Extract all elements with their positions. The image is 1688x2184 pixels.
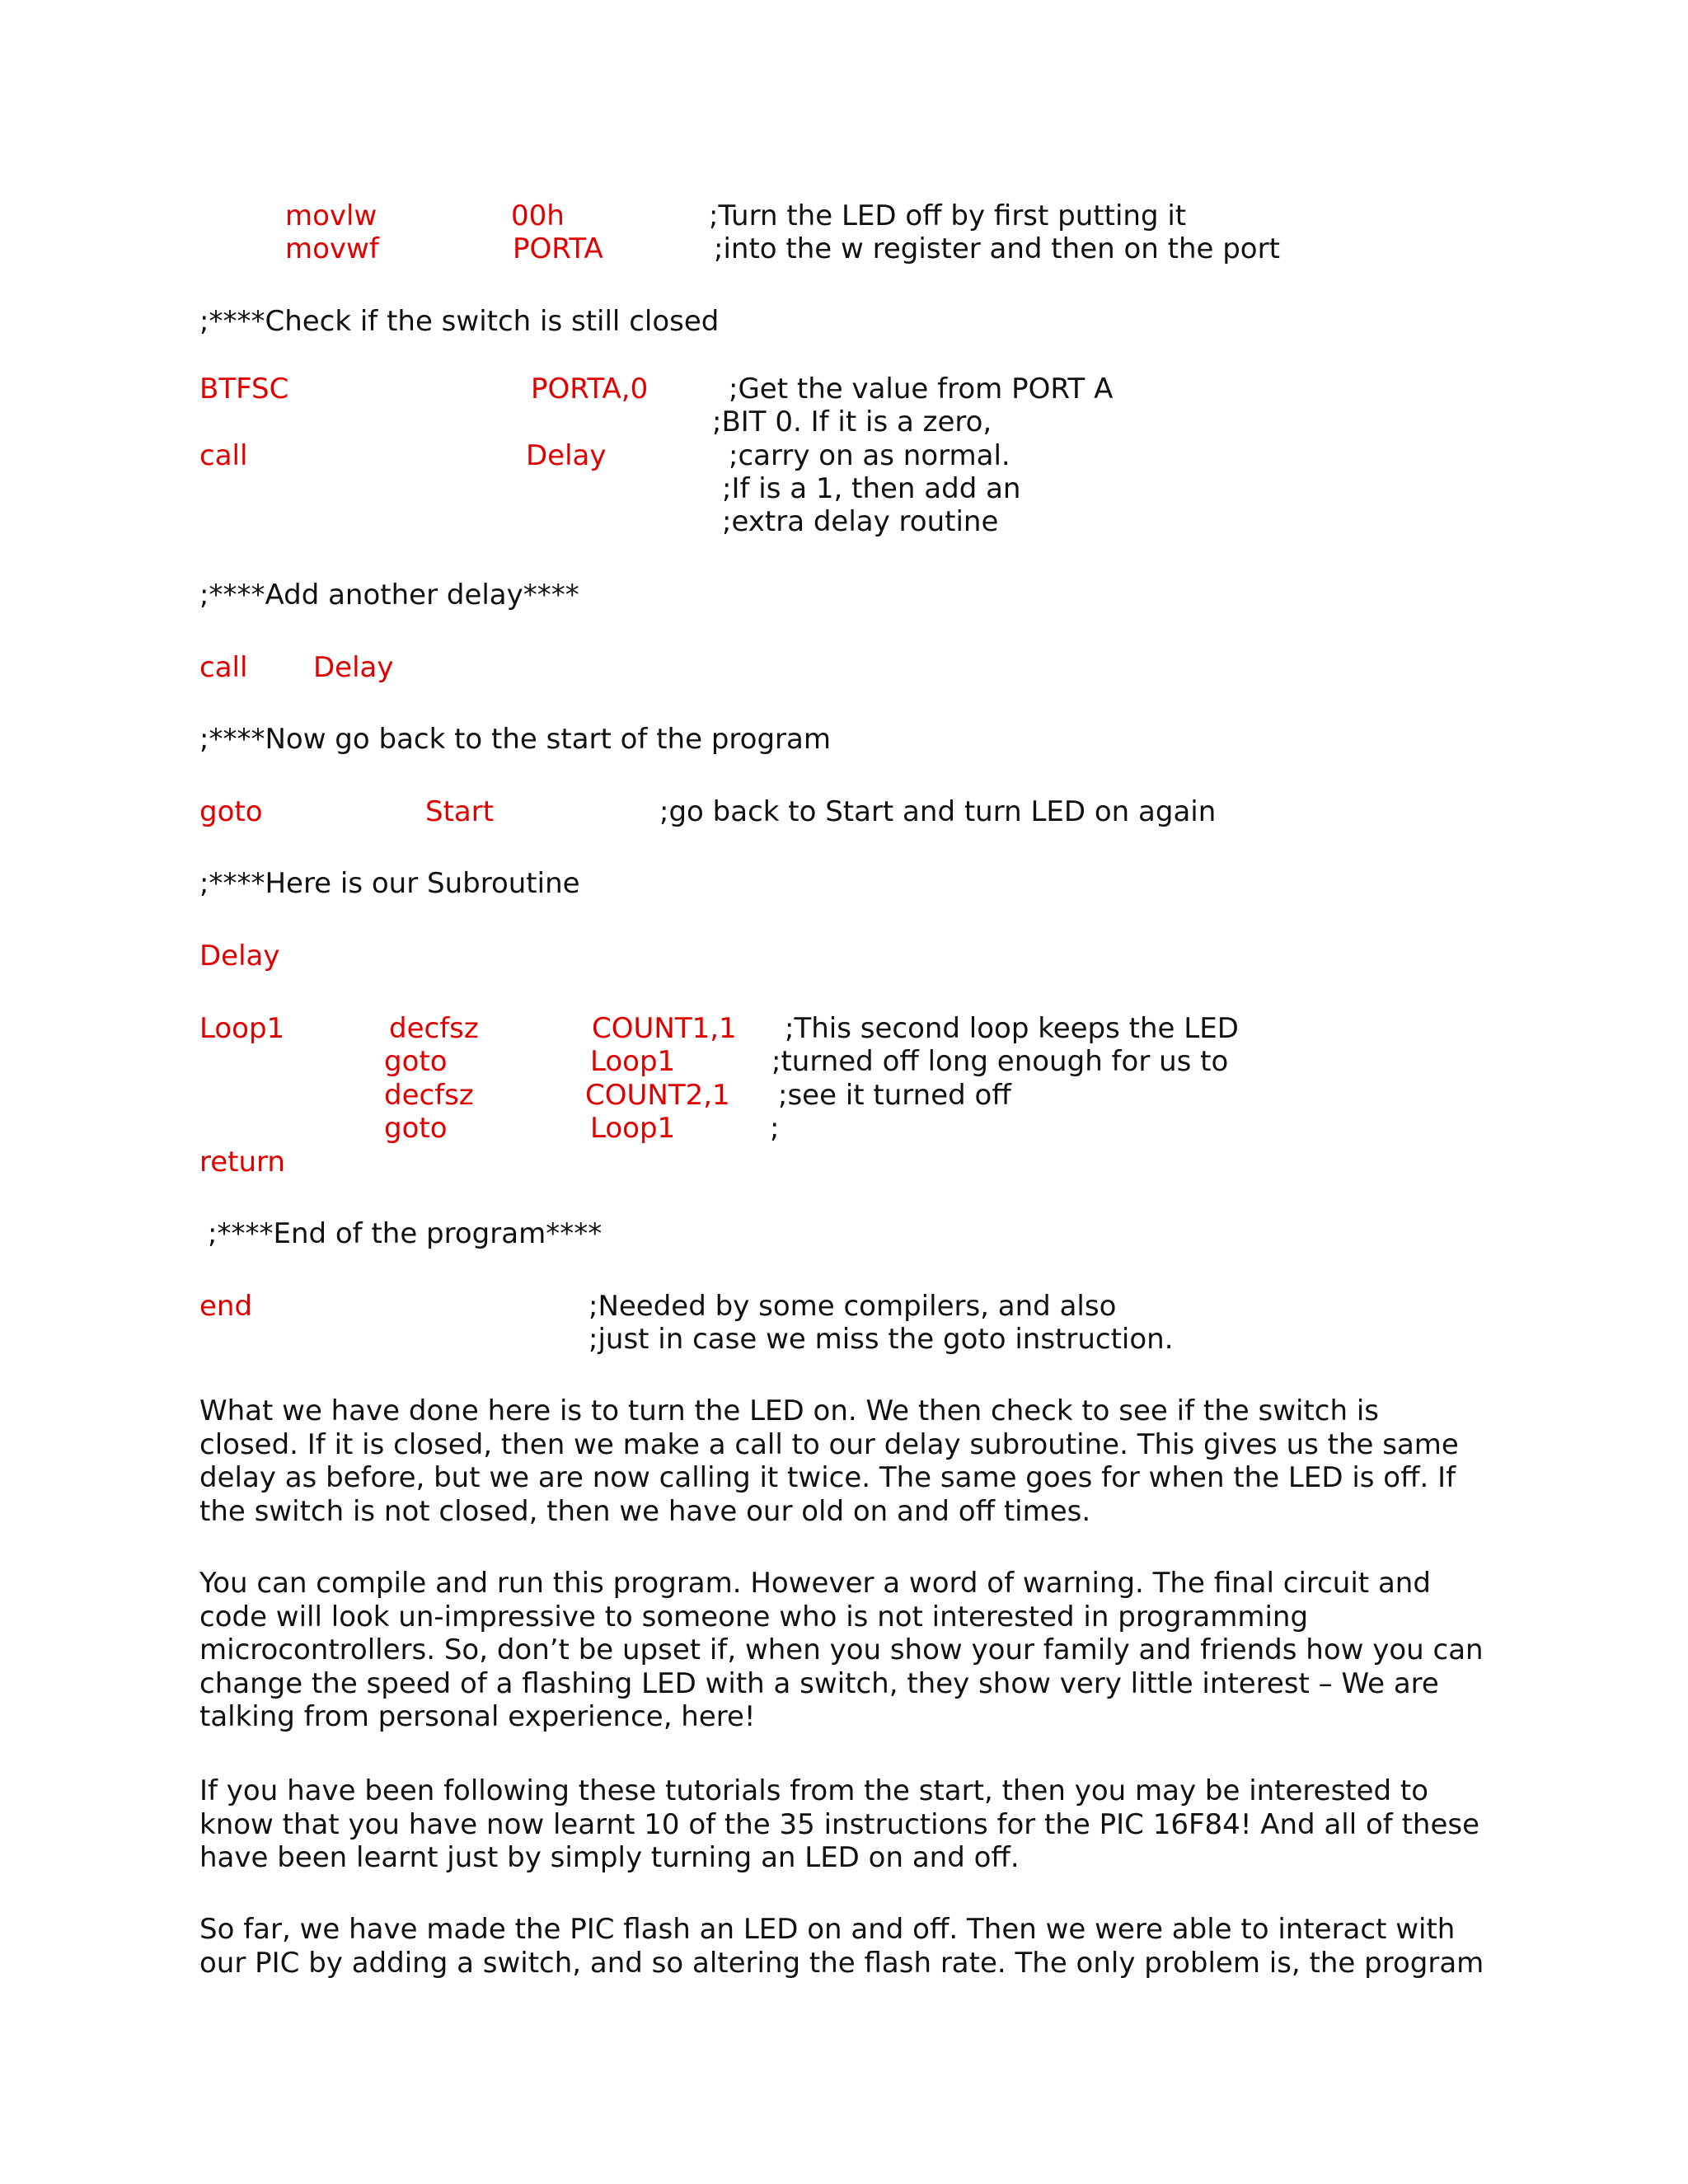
paragraph-line: microcontrollers. So, don’t be upset if, when you show your family and friends how you can bbox=[199, 1633, 1484, 1666]
code-comment: ;just in case we miss the goto instruction. bbox=[588, 1323, 1174, 1356]
paragraph-line: our PIC by adding a switch, and so altering the flash rate. The only problem is, the program bbox=[199, 1946, 1484, 1980]
code-argument: Start bbox=[425, 795, 495, 828]
code-argument: PORTA,0 bbox=[531, 373, 649, 405]
code-label: Loop1 bbox=[199, 1012, 285, 1045]
code-comment: ;into the w register and then on the port bbox=[714, 232, 1280, 265]
paragraph-line: change the speed of a flashing LED with a switch, they show very little interest – We are bbox=[199, 1666, 1439, 1700]
code-comment: ;extra delay routine bbox=[722, 505, 999, 538]
code-instruction: goto bbox=[384, 1112, 448, 1145]
code-section-comment: ;****Check if the switch is still closed bbox=[199, 305, 720, 338]
paragraph-line: the switch is not closed, then we have our old on and off times. bbox=[199, 1494, 1091, 1528]
body-paragraph bbox=[199, 1774, 1502, 1875]
code-comment: ;Get the value from PORT A bbox=[729, 373, 1114, 405]
paragraph-line: delay as before, but we are now calling it twice. The same goes for when the LED is off. If bbox=[199, 1461, 1456, 1494]
body-paragraph bbox=[199, 1394, 1502, 1528]
code-comment: ;turned off long enough for us to bbox=[771, 1045, 1229, 1078]
body-paragraph bbox=[199, 1913, 1502, 1980]
code-instruction: decfsz bbox=[389, 1012, 479, 1045]
code-argument: Loop1 bbox=[590, 1045, 676, 1078]
paragraph-line: If you have been following these tutorials from the start, then you may be interested to bbox=[199, 1774, 1429, 1807]
code-instruction: goto bbox=[199, 795, 263, 828]
code-comment: ;If is a 1, then add an bbox=[722, 472, 1021, 505]
code-section-comment: ;****Now go back to the start of the program bbox=[199, 723, 831, 756]
paragraph-line: What we have done here is to turn the LED on. We then check to see if the switch is bbox=[199, 1394, 1379, 1427]
paragraph-line: know that you have now learnt 10 of the 35 instructions for the PIC 16F84! And all of these bbox=[199, 1807, 1479, 1841]
code-instruction: return bbox=[199, 1146, 285, 1179]
code-instruction: goto bbox=[384, 1045, 448, 1078]
paragraph-line: have been learnt just by simply turning an LED on and off. bbox=[199, 1841, 1020, 1874]
code-comment: ; bbox=[770, 1112, 780, 1145]
paragraph-line: You can compile and run this program. However a word of warning. The final circuit and bbox=[199, 1567, 1431, 1600]
code-argument: Loop1 bbox=[590, 1112, 676, 1145]
body-paragraph bbox=[199, 1567, 1502, 1734]
code-comment: ;This second loop keeps the LED bbox=[785, 1012, 1239, 1045]
paragraph-line: closed. If it is closed, then we make a call to our delay subroutine. This gives us the same bbox=[199, 1427, 1459, 1461]
code-comment: ;go back to Start and turn LED on again bbox=[659, 795, 1217, 828]
code-argument: COUNT1,1 bbox=[592, 1012, 737, 1045]
code-argument: 00h bbox=[511, 199, 565, 232]
code-section-comment: ;****End of the program**** bbox=[208, 1217, 603, 1250]
code-argument: COUNT2,1 bbox=[585, 1079, 730, 1112]
paragraph-line: So far, we have made the PIC flash an LED on and off. Then we were able to interact with bbox=[199, 1913, 1456, 1946]
code-comment: ;see it turned off bbox=[778, 1079, 1011, 1112]
paragraph-line: talking from personal experience, here! bbox=[199, 1700, 756, 1733]
code-argument: Delay bbox=[526, 439, 607, 472]
code-argument: PORTA bbox=[513, 232, 603, 265]
code-instruction: call bbox=[199, 651, 248, 684]
code-instruction: decfsz bbox=[384, 1079, 474, 1112]
code-label: Delay bbox=[199, 940, 280, 972]
code-instruction: movwf bbox=[285, 232, 379, 265]
code-section-comment: ;****Here is our Subroutine bbox=[199, 867, 580, 900]
code-instruction: BTFSC bbox=[199, 373, 289, 405]
code-instruction: call bbox=[199, 439, 248, 472]
code-comment: ;BIT 0. If it is a zero, bbox=[712, 405, 992, 438]
code-instruction: movlw bbox=[285, 199, 377, 232]
code-instruction: end bbox=[199, 1290, 253, 1323]
code-comment: ;Turn the LED off by first putting it bbox=[709, 199, 1187, 232]
code-comment: ;Needed by some compilers, and also bbox=[588, 1290, 1117, 1323]
code-section-comment: ;****Add another delay**** bbox=[199, 579, 579, 612]
code-comment: ;carry on as normal. bbox=[729, 439, 1010, 472]
code-argument: Delay bbox=[313, 651, 394, 684]
paragraph-line: code will look un-impressive to someone who is not interested in programming bbox=[199, 1600, 1309, 1633]
